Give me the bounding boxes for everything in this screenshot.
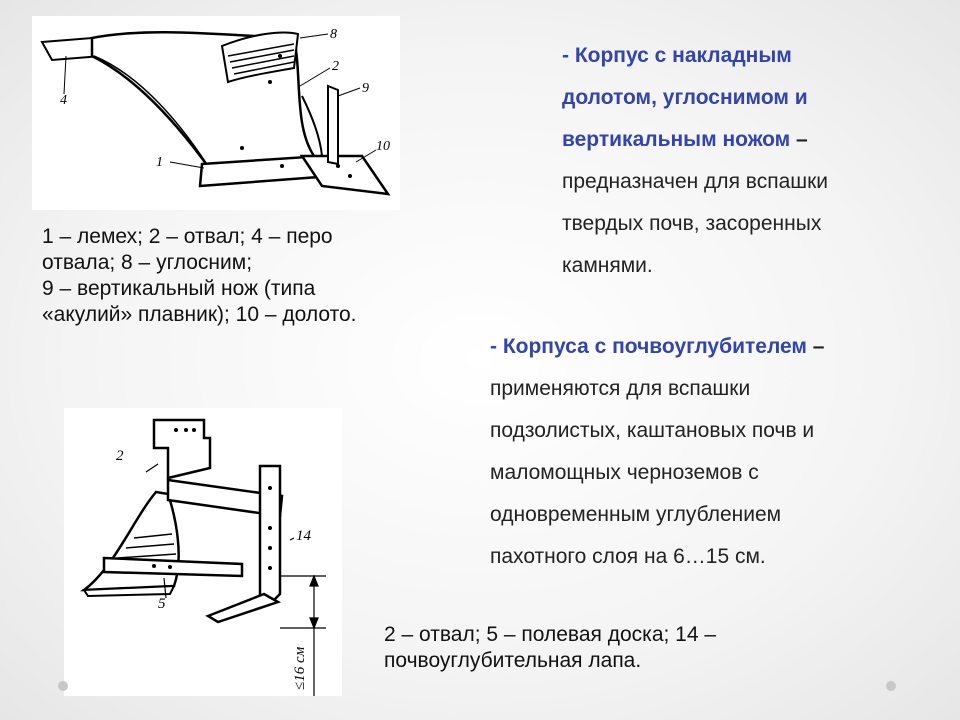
fig1-label-9: 9	[362, 81, 369, 96]
description-block-subsoiler	[490, 326, 950, 578]
fig1-label-8: 8	[330, 27, 337, 42]
block2-dash: –	[806, 335, 825, 358]
decorative-dot-right	[886, 681, 896, 691]
description-block-chisel	[562, 35, 942, 287]
caption1-line: 9 – вертикальный нож (типа	[42, 277, 316, 300]
block1-body-line: предназначен для вспашки	[562, 170, 829, 193]
plough-body-figure	[32, 16, 400, 210]
block1-title-line: - Корпус с накладным	[562, 44, 792, 67]
block2-body-line: пахотного слоя на 6…15 см.	[490, 545, 766, 568]
caption1-line: «акулий» плавник); 10 – долото.	[42, 303, 357, 326]
fig1-label-2: 2	[332, 59, 339, 74]
block2-body-line: подзолистых, каштановых почв и	[490, 419, 815, 442]
fig2-label-2: 2	[116, 448, 124, 464]
decorative-dot-left	[58, 681, 68, 691]
fig1-label-10: 10	[376, 139, 390, 154]
block2-title: - Корпуса с почвоуглубителем	[490, 335, 807, 358]
fig1-label-1: 1	[156, 155, 163, 170]
block1-title-line: долотом, углоснимом и	[562, 86, 808, 109]
block1-dash: –	[790, 128, 808, 151]
caption1-line: отвала; 8 – углосним;	[42, 251, 253, 274]
fig2-depth-label: ≤16 см	[292, 646, 308, 690]
subsoiler-figure	[64, 408, 342, 696]
plough-body-drawing	[32, 16, 400, 210]
block1-body-line: твердых почв, засоренных	[562, 212, 822, 235]
fig1-label-4: 4	[60, 93, 67, 108]
caption2-line: 2 – отвал; 5 – полевая доска; 14 –	[384, 623, 717, 646]
block1-title-line: вертикальным ножом	[562, 128, 791, 151]
block2-body-line: маломощных черноземов с	[490, 461, 759, 484]
block2-body-line: применяются для вспашки	[490, 377, 751, 400]
figure2-caption	[384, 622, 844, 674]
block1-body-line: камнями.	[562, 254, 653, 277]
subsoiler-drawing	[64, 408, 342, 696]
caption1-line: 1 – лемех; 2 – отвал; 4 – перо	[42, 225, 333, 248]
fig2-label-5: 5	[158, 596, 166, 612]
fig2-label-14: 14	[296, 528, 311, 544]
figure1-caption	[42, 224, 462, 328]
block2-body-line: одновременным углублением	[490, 503, 782, 526]
caption2-line: почвоуглубительная лапа.	[384, 649, 642, 672]
